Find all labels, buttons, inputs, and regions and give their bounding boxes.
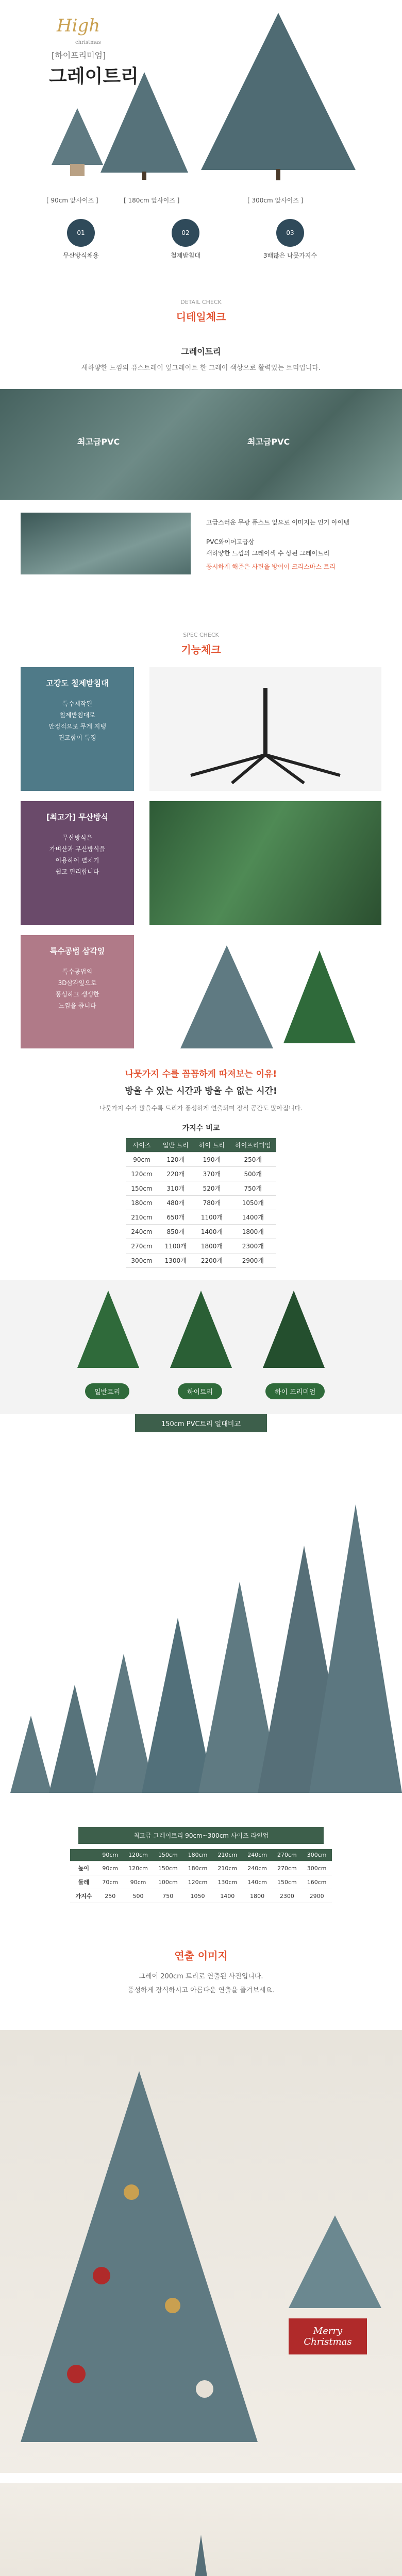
compare-table-cell: 300cm <box>126 1253 157 1268</box>
green-tree-image <box>283 951 356 1043</box>
compare-table-row <box>126 1153 276 1167</box>
col-header: 하이 트리 <box>194 1138 230 1153</box>
feature-badges <box>0 214 402 281</box>
compare-table-cell: 150cm <box>126 1181 157 1196</box>
lineup-table-cell: 100cm <box>153 1875 183 1889</box>
detail-point <box>0 507 402 580</box>
brand-logo <box>57 15 101 46</box>
spec-panel-stand-line: 철제받침대로 <box>59 711 95 719</box>
lineup-col: 150cm <box>153 1849 183 1861</box>
lineup-table-cell: 180cm <box>183 1861 213 1875</box>
spec-panel-leaf-line: 느낌을 줍니다 <box>58 1002 96 1009</box>
compare-label-normal: 일반트리 <box>85 1383 129 1399</box>
decorated-tree-3 <box>88 2535 314 2576</box>
compare-table-row <box>126 1239 276 1253</box>
spec-panel-leaf-line: 특수공법의 <box>62 968 92 975</box>
compare-table-cell: 850개 <box>158 1225 194 1239</box>
lineup-table-cell: 140cm <box>242 1875 272 1889</box>
stand-illustration <box>149 667 381 791</box>
lineup-table-cell: 90cm <box>123 1875 153 1889</box>
tree-large-image <box>201 13 356 170</box>
lineup-col: 300cm <box>302 1849 332 1861</box>
ornament <box>196 2380 213 2398</box>
compare-table-cell: 180cm <box>126 1196 157 1210</box>
spec-panel-hinge-line: 쉽고 편리합니다 <box>55 868 99 875</box>
ornament <box>165 2298 180 2313</box>
lineup-table <box>70 1849 331 1903</box>
compare-table-cell: 780개 <box>194 1196 230 1210</box>
spec-panel-stand-line: 특수제작된 <box>62 700 92 707</box>
detail-heading <box>0 294 402 340</box>
detail-point-image <box>21 513 191 574</box>
lineup-table-cell: 90cm <box>97 1861 123 1875</box>
styling-photo-1 <box>0 2030 402 2473</box>
detail-point-text-3: 새하얗한 느낌의 그레이색 수 상된 그레이트리 <box>206 550 330 557</box>
compare-table-body <box>126 1153 276 1268</box>
lineup-table-cell: 2300 <box>272 1889 302 1903</box>
zoom-label-2: 최고급PVC <box>247 437 290 447</box>
spec-stand-image <box>149 667 381 791</box>
spec-panel-stand-line: 안정적으로 무게 지탱 <box>48 723 106 730</box>
compare-label-premium: 하이 프리미엄 <box>265 1383 325 1399</box>
lineup-table-row <box>70 1875 331 1889</box>
compare-table-cell: 1300개 <box>158 1253 194 1268</box>
compare-question-2: 방울 수 있는 시간과 방울 수 없는 시간! <box>125 1086 277 1096</box>
feature-badge-3: 03 <box>276 219 304 247</box>
spec-panels <box>0 662 402 1048</box>
tree-medium-stand <box>142 172 146 180</box>
lineup-table-cell: 120cm <box>123 1861 153 1875</box>
ornament <box>124 2184 139 2200</box>
lineup-table-header <box>70 1849 331 1861</box>
lineup-table-row <box>70 1889 331 1903</box>
lineup-caption: 최고급 그레이트리 90cm~300cm 사이즈 라인업 <box>78 1827 324 1844</box>
compare-table-cell: 220개 <box>158 1167 194 1181</box>
spec-heading <box>0 629 402 659</box>
lineup-table-cell: 300cm <box>302 1861 332 1875</box>
compare-tree-high <box>170 1291 232 1368</box>
compare-table-cell: 1100개 <box>194 1210 230 1225</box>
compare-question-1: 나뭇가지 수를 꼼꼼하게 따져보는 이유! <box>125 1069 277 1079</box>
hero-section <box>0 0 402 191</box>
compare-table-cell: 120개 <box>158 1153 194 1167</box>
lineup-table-cell: 250 <box>97 1889 123 1903</box>
decorated-tree-1 <box>21 2071 258 2442</box>
compare-table-cell: 750개 <box>230 1181 276 1196</box>
compare-table-cell: 1050개 <box>230 1196 276 1210</box>
lineup-corner <box>70 1849 97 1861</box>
compare-table-cell: 500개 <box>230 1167 276 1181</box>
lineup-table-cell: 210cm <box>212 1861 242 1875</box>
compare-section <box>0 1056 402 1448</box>
size-captions <box>0 191 402 211</box>
detail-zoom-photo <box>0 389 402 500</box>
lineup-table-cell: 130cm <box>212 1875 242 1889</box>
compare-tree-premium <box>263 1291 325 1368</box>
detail-point-text-4: 풍시하게 해준은 사틴을 방이어 크리스마스 트리 <box>206 563 336 570</box>
compare-table-cell: 1400개 <box>230 1210 276 1225</box>
compare-table-cell: 1100개 <box>158 1239 194 1253</box>
detail-point-text-1: 고급스러운 무광 퓨스트 잎으로 이미지는 인기 아이템 <box>206 519 349 526</box>
tree-medium-image <box>100 72 188 173</box>
spec-panel-stand-line: 견고함이 특징 <box>58 734 96 741</box>
spec-panel-stand <box>21 667 134 791</box>
lineup-table-cell: 70cm <box>97 1875 123 1889</box>
merry-christmas-sign: Merry Christmas <box>289 2318 367 2354</box>
col-header: 일반 트리 <box>158 1138 194 1153</box>
compare-note: 나뭇가지 수가 많을수록 트리가 풍성하게 연출되며 장식 공간도 많아집니다. <box>99 1105 303 1112</box>
spec-panel-hinge <box>21 801 134 925</box>
page-title: 그레이트리 <box>49 66 139 87</box>
compare-table-row <box>126 1196 276 1210</box>
compare-table-cell: 310개 <box>158 1181 194 1196</box>
compare-table-cell: 480개 <box>158 1196 194 1210</box>
lineup-table-cell: 1400 <box>212 1889 242 1903</box>
compare-table-row <box>126 1210 276 1225</box>
styling-heading <box>0 1937 402 2025</box>
compare-table-cell: 240cm <box>126 1225 157 1239</box>
hero-tagline: [하이프리미엄] <box>52 50 106 60</box>
detail-intro <box>0 345 402 381</box>
lineup-row-label: 둘레 <box>70 1875 97 1889</box>
compare-table-cell: 210cm <box>126 1210 157 1225</box>
styling-photo-3 <box>0 2483 402 2576</box>
compare-table-cell: 2200개 <box>194 1253 230 1268</box>
lineup-spec <box>0 1824 402 1911</box>
compare-table-cell: 520개 <box>194 1181 230 1196</box>
compare-tree-row <box>0 1280 402 1414</box>
lineup-table-body <box>70 1861 331 1903</box>
styling-text-2: 풍성하게 장식하시고 아름다운 연출을 즐겨보세요. <box>127 1987 275 1994</box>
brand-subtext: christmas <box>75 40 101 45</box>
feature-label-2: 철제받침대 <box>171 252 200 259</box>
spec-panel-hinge-title: [최고가] 무산방식 <box>46 812 109 822</box>
lineup-row-label: 가지수 <box>70 1889 97 1903</box>
col-header: 사이즈 <box>126 1138 157 1153</box>
compare-table-cell: 1800개 <box>230 1225 276 1239</box>
lineup-col: 210cm <box>212 1849 242 1861</box>
spec-panel-leaf <box>21 935 134 1048</box>
compare-table-cell: 650개 <box>158 1210 194 1225</box>
feature-badge-1: 01 <box>67 219 95 247</box>
detail-description: 새하얗한 느낌의 퓨스트레이 잎그레이트 한 그레이 색상으로 활력있는 트리입니다. <box>81 364 321 372</box>
spec-heading-title: 기능체크 <box>181 643 221 656</box>
compare-label-high: 하이트리 <box>178 1383 222 1399</box>
lineup-table-cell: 270cm <box>272 1861 302 1875</box>
styling-heading-title: 연출 이미지 <box>174 1950 228 1962</box>
lineup-tree-1 <box>10 1716 52 1793</box>
compare-table-cell: 1800개 <box>194 1239 230 1253</box>
ornament <box>93 2267 110 2284</box>
lineup-table-cell: 160cm <box>302 1875 332 1889</box>
compare-table-cell: 270cm <box>126 1239 157 1253</box>
compare-table-row <box>126 1167 276 1181</box>
compare-table-cell: 370개 <box>194 1167 230 1181</box>
feature-label-1: 무산방식채용 <box>63 252 99 259</box>
compare-footer: 150cm PVC트리 일대비교 <box>135 1414 267 1432</box>
spec-panel-hinge-line: 가벼산과 무산방식을 <box>49 845 106 853</box>
compare-table-cell: 2300개 <box>230 1239 276 1253</box>
tree-large-stand <box>276 169 280 180</box>
spec-panel-leaf-line: 풍성하고 생생한 <box>55 991 99 998</box>
compare-table-cell: 90cm <box>126 1153 157 1167</box>
feature-label-3: 3배많은 나뭇가지수 <box>263 252 317 259</box>
spec-eyebrow: SPEC CHECK <box>183 632 219 638</box>
compare-table-row <box>126 1181 276 1196</box>
spec-panel-leaf-line: 3D삼각잎으로 <box>58 979 97 987</box>
compare-table-row <box>126 1253 276 1268</box>
lineup-table-cell: 150cm <box>153 1861 183 1875</box>
lineup-col: 240cm <box>242 1849 272 1861</box>
spec-panel-leaf-title: 특수공법 삼각잎 <box>49 946 105 956</box>
ornament <box>67 2365 86 2383</box>
lineup-table-cell: 500 <box>123 1889 153 1903</box>
caption-300cm: [ 300cm 앞사이즈 ] <box>247 197 304 204</box>
lineup-col: 270cm <box>272 1849 302 1861</box>
lineup-tree-7 <box>309 1504 402 1793</box>
spec-panel-hinge-line: 무산방식은 <box>62 834 92 841</box>
styling-text-1: 그레이 200cm 트리로 연출된 사진입니다. <box>139 1973 263 1980</box>
brand-text: High <box>57 15 100 36</box>
detail-eyebrow: DETAIL CHECK <box>180 299 222 306</box>
lineup-table-cell: 120cm <box>183 1875 213 1889</box>
lineup-table-cell: 2900 <box>302 1889 332 1903</box>
detail-subtitle: 그레이트리 <box>181 347 221 357</box>
compare-table-cell: 250개 <box>230 1153 276 1167</box>
compare-table-cell: 1400개 <box>194 1225 230 1239</box>
spec-panel-hinge-line: 이용하여 펼치기 <box>55 857 99 864</box>
lineup-table-cell: 750 <box>153 1889 183 1903</box>
tree-small-pot <box>70 164 85 176</box>
lineup-col: 180cm <box>183 1849 213 1861</box>
lineup-col: 120cm <box>123 1849 153 1861</box>
compare-table-cell: 2900개 <box>230 1253 276 1268</box>
compare-table-cell: 190개 <box>194 1153 230 1167</box>
spec-panel-stand-title: 고강도 철제받침대 <box>46 679 109 688</box>
compare-table <box>126 1138 276 1268</box>
lineup-table-cell: 1800 <box>242 1889 272 1903</box>
lineup-table-row <box>70 1861 331 1875</box>
gray-tree-image <box>180 945 273 1048</box>
feature-badge-2: 02 <box>172 219 199 247</box>
lineup-row-label: 높이 <box>70 1861 97 1875</box>
caption-180cm: [ 180cm 앞사이즈 ] <box>124 197 180 204</box>
zoom-label-1: 최고급PVC <box>77 437 120 447</box>
detail-heading-title: 디테일체크 <box>176 311 226 323</box>
lineup-table-cell: 150cm <box>272 1875 302 1889</box>
tree-small-image <box>52 108 103 165</box>
decorated-tree-2 <box>289 2215 381 2308</box>
compare-table-cell: 120cm <box>126 1167 157 1181</box>
compare-table-header <box>126 1138 276 1153</box>
spec-hinge-image <box>149 801 381 925</box>
compare-tree-normal <box>77 1291 139 1368</box>
caption-90cm: [ 90cm 앞사이즈 ] <box>46 197 98 204</box>
lineup-table-cell: 1050 <box>183 1889 213 1903</box>
lineup-col: 90cm <box>97 1849 123 1861</box>
compare-table-title: 가지수 비교 <box>182 1124 220 1132</box>
spec-leaf-image <box>149 935 381 1048</box>
lineup-photo <box>0 1463 402 1819</box>
col-header: 하이프리미엄 <box>230 1138 276 1153</box>
detail-point-text-2: PVC와이어고급상 <box>206 538 255 546</box>
lineup-table-cell: 240cm <box>242 1861 272 1875</box>
compare-table-row <box>126 1225 276 1239</box>
